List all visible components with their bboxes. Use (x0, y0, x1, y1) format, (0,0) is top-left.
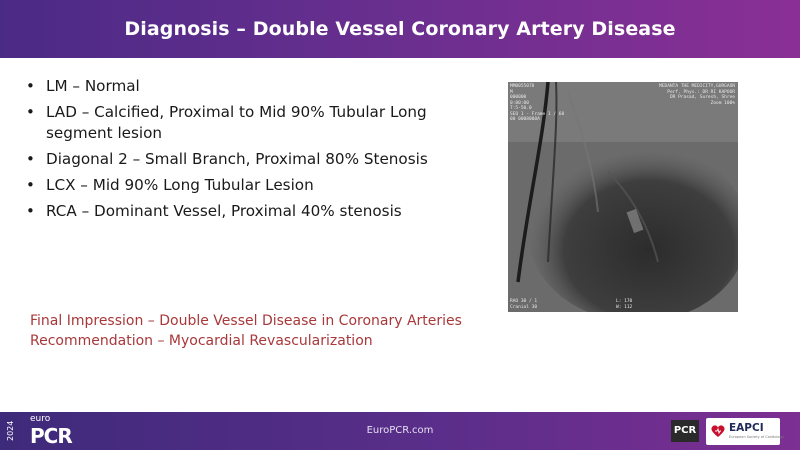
finding-text: LM – Normal (46, 77, 140, 95)
europcr-logo: PCR (30, 424, 72, 448)
finding-text: RCA – Dominant Vessel, Proximal 40% stenosis (46, 202, 402, 220)
finding-text: LCX – Mid 90% Long Tubular Lesion (46, 176, 314, 194)
bullet-icon: • (26, 176, 35, 194)
overlay-top-right: MEDANTA THE MEDICITY,GURGAON Perf. Phys.: DR RI KAPOOR DR Prasad, Suresh, Shree Zoom 100% (659, 84, 735, 106)
angiogram-image (508, 82, 738, 312)
footer-bar (0, 412, 800, 450)
pcr-badge-logo: PCR (671, 420, 699, 442)
overlay-bottom-left: RAO 30 / 1 Cranial 30 (510, 299, 538, 310)
overlay-bottom-right: L: 170 W: 112 (616, 299, 633, 310)
logo-euro: euro (30, 414, 51, 424)
findings-list (24, 76, 444, 227)
overlay-top-left: MM0055078 M 000000 0:00:00 T:5-50.0 SEQ 1 - Frame 1 / 60 00 0008000A (510, 84, 565, 122)
heart-icon (710, 423, 726, 439)
slide-title: Diagnosis – Double Vessel Coronary Artery Disease (124, 18, 676, 40)
eapci-logo (706, 418, 784, 445)
recommendation: Recommendation – Myocardial Revascularization (30, 333, 373, 349)
eapci-subtitle: European Society of Cardiology (729, 435, 784, 439)
logo-year: 2024 (6, 420, 15, 442)
bullet-icon: • (26, 150, 35, 168)
title-bar (0, 0, 800, 58)
bullet-icon: • (26, 77, 35, 95)
bullet-icon: • (26, 202, 35, 220)
finding-text: Diagonal 2 – Small Branch, Proximal 80% Stenosis (46, 150, 428, 168)
eapci-text: EAPCI (729, 422, 764, 434)
finding-lm (24, 76, 444, 97)
finding-rca (24, 201, 444, 222)
final-impression: Final Impression – Double Vessel Disease in Coronary Arteries (30, 313, 462, 329)
impression-block (30, 311, 462, 351)
finding-lcx (24, 175, 444, 196)
finding-text: LAD – Calcified, Proximal to Mid 90% Tubular Long segment lesion (46, 103, 427, 142)
europcr-link[interactable]: EuroPCR.com (366, 425, 434, 436)
finding-lad (24, 102, 444, 144)
bullet-icon: • (26, 103, 35, 121)
finding-diagonal (24, 149, 444, 170)
